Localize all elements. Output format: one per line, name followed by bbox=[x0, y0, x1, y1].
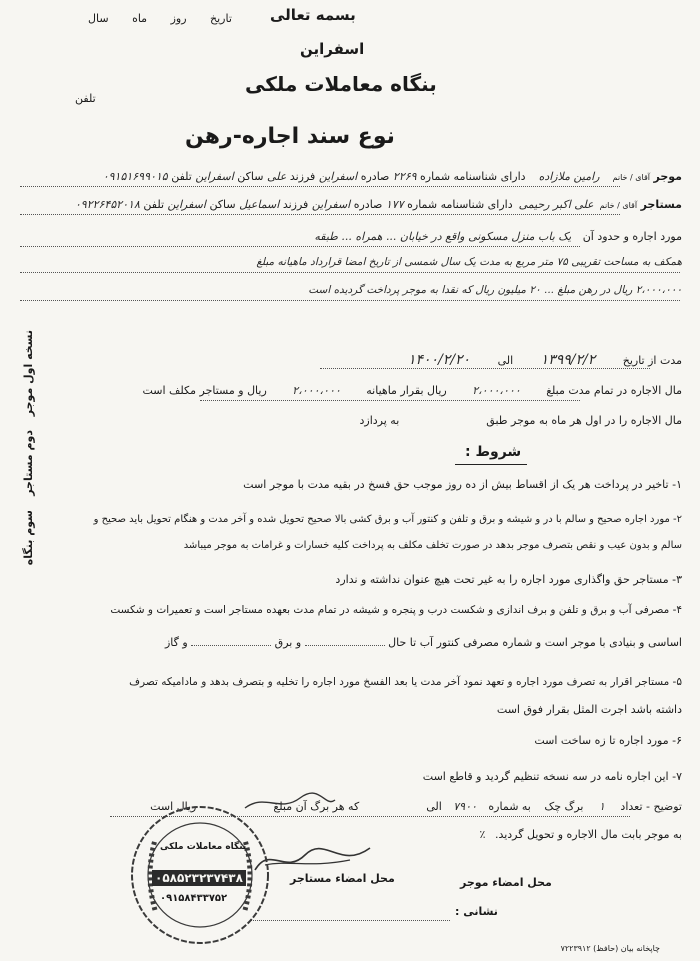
tenant-residence: اسفراین bbox=[167, 198, 206, 211]
tenant-id: ۱۷۷ bbox=[385, 198, 404, 211]
payment-label: مال الاجاره را در اول هر ماه به موجر طبق bbox=[486, 414, 682, 427]
tenant-signature-label: محل امضاء مستاجر bbox=[290, 872, 395, 885]
address-label: نشانی : bbox=[455, 905, 498, 918]
tenant-father: اسماعیل bbox=[239, 198, 280, 211]
tenant-role: مستاجر bbox=[640, 198, 682, 211]
explanation-label: توضیح - تعداد bbox=[620, 800, 682, 813]
tenant-honorific: آقای / خانم bbox=[599, 201, 638, 210]
footer-note-text: به موجر بابت مال الاجاره و تحویل گردید. bbox=[494, 828, 682, 841]
city-name: اسفراین bbox=[300, 40, 365, 58]
condition-7: ۷- این اجاره نامه در سه نسخه تنظیم گردید و قاطع است bbox=[422, 770, 682, 783]
landlord-phone-label: تلفن bbox=[171, 170, 192, 183]
stamp-mobile: ۰۹۱۵۸۴۳۳۷۵۲ bbox=[160, 893, 228, 904]
condition-4: ۴- مصرفی آب و برق و تلفن و برف اندازی و شکست درب و پنجره و شیشه در تمام مدت بعهده مستاجر است و تعمیرات و شکست bbox=[110, 604, 682, 616]
landlord-father: علی bbox=[266, 170, 287, 183]
copy2-label: دوم مستاجر bbox=[22, 430, 35, 496]
tenant-id-label: دارای شناسنامه شماره bbox=[407, 198, 513, 211]
landlord-issued-label: صادره bbox=[360, 170, 390, 183]
date-month-label: روز bbox=[170, 12, 187, 25]
condition-2b: سالم و بدون عیب و نقص بتصرف موجر بدهد در صورت تخلف مکلف به پرداخت کلیه خسارات و غرامات به موجر میباشد bbox=[183, 540, 682, 551]
date-extra-label: سال bbox=[88, 12, 109, 25]
term-to-label: الی bbox=[497, 354, 514, 367]
landlord-line bbox=[2, 170, 682, 183]
property-desc-2: همکف به مساحت تقریبی ۷۵ متر مربع به مدت یک سال شمسی از تاریخ امضا قرارداد ماهیانه مبلغ bbox=[256, 256, 682, 268]
term-line bbox=[384, 352, 682, 368]
condition-5: ۵- مستاجر اقرار به تصرف مورد اجاره و تعهد نمود آخر مدت یا بعد الفسخ مورد اجاره را تخلیه و بتصرف بدهد و مادامیکه تصرف bbox=[129, 676, 682, 688]
term-to: ۱۴۰۰/۲/۲۰ bbox=[408, 352, 471, 368]
tenant-resident-label: ساکن bbox=[209, 198, 236, 211]
document-title: نوع سند اجاره-رهن bbox=[185, 124, 395, 149]
landlord-id-label: دارای شناسنامه شماره bbox=[420, 170, 526, 183]
copy3-label: سوم بنگاه bbox=[22, 510, 35, 566]
stamp-agency-text: بنگاه معاملات ملکی bbox=[160, 842, 247, 852]
condition-3: ۳- مستاجر حق واگذاری مورد اجاره را به غیر تحت هیچ عنوان نداشته و ندارد bbox=[335, 573, 682, 586]
payment-suffix: به پردازد bbox=[359, 414, 400, 427]
meter-electric-label: و برق bbox=[274, 636, 302, 649]
rent-monthly-label: ریال بقرار ماهیانه bbox=[366, 384, 447, 397]
check-currency: ریال است bbox=[150, 800, 197, 813]
rent-total-label: مال الاجاره در تمام مدت مبلغ bbox=[546, 384, 682, 397]
meter-water-label: اساسی و بنیادی با موجر است و شماره مصرفی کنتور آب تا حال bbox=[388, 636, 682, 649]
rent-line bbox=[142, 384, 682, 397]
landlord-residence: اسفراین bbox=[195, 170, 234, 183]
landlord-resident-label: ساکن bbox=[237, 170, 264, 183]
condition-4b bbox=[165, 636, 682, 649]
footer-note bbox=[480, 828, 682, 841]
date-day-label: تاریخ bbox=[210, 12, 232, 25]
printer-info: چاپخانه بیان (حافظ) ۷۲۲۳۹۱۲ bbox=[560, 944, 660, 953]
landlord-child-label: فرزند bbox=[289, 170, 316, 183]
tenant-line bbox=[2, 198, 682, 211]
term-from: ۱۳۹۹/۲/۲ bbox=[540, 352, 596, 368]
landlord-role: موجر bbox=[653, 170, 682, 183]
check-to-label: الی bbox=[426, 800, 442, 813]
stamp-phone: ۰۵۸۵۲۳۲۳۷۴۳۸ bbox=[152, 870, 246, 886]
condition-5b: داشته باشد اجرت المثل بقرار فوق است bbox=[496, 703, 682, 716]
landlord-name: رامین ملازاده bbox=[538, 170, 600, 183]
condition-2: ۲- مورد اجاره صحیح و سالم با در و شیشه و برق و تلفن و کنتور آب و برق کشی بالا صحیح تحویل شده و آخر مدت و هنگام تحویل باید صحیح و bbox=[93, 514, 682, 525]
meter-gas-label: و گاز bbox=[164, 636, 188, 649]
rent-total-value: ۲،۰۰۰،۰۰۰ bbox=[472, 384, 521, 397]
landlord-issued: اسفراین bbox=[318, 170, 358, 183]
rent-suffix: ریال و مستاجر مکلف است bbox=[142, 384, 267, 397]
property-desc-1: یک باب منزل مسکونی واقع در خیابان ... همراه ... طبقه bbox=[314, 230, 572, 243]
landlord-id: ۲۲۶۹ bbox=[392, 170, 417, 183]
agency-name: بنگاه معاملات ملکی bbox=[245, 72, 437, 96]
payment-line bbox=[360, 414, 683, 427]
check-serial: ۷۹۰۰ bbox=[453, 800, 477, 813]
property-line-1 bbox=[314, 230, 682, 243]
tenant-phone-label: تلفن bbox=[143, 198, 165, 211]
property-desc-3: ۲،۰۰۰،۰۰۰ ریال در رهن مبلغ ... ۲۰ میلیون ریال که نقدا به موجر پرداخت گردیده است bbox=[308, 284, 682, 296]
date-labels bbox=[88, 12, 232, 25]
term-from-label: مدت از تاریخ bbox=[622, 354, 682, 367]
check-serial-label: به شماره bbox=[488, 800, 531, 813]
check-count: ۱ bbox=[599, 800, 605, 813]
tenant-child-label: فرزند bbox=[282, 198, 309, 211]
phone-label: تلفن bbox=[75, 92, 96, 105]
tenant-issued-label: صادره bbox=[353, 198, 383, 211]
date-year-label: ماه bbox=[132, 12, 148, 25]
landlord-signature-label: محل امضاء موجر bbox=[460, 876, 552, 889]
footer-percent: ٪ bbox=[479, 828, 486, 841]
conditions-title: شروط : bbox=[465, 444, 522, 460]
copy1-label: نسخه اول موجر bbox=[22, 330, 35, 417]
rent-monthly-value: ۲،۰۰۰،۰۰۰ bbox=[292, 384, 341, 397]
condition-6: ۶- مورد اجاره تا زه ساخت است bbox=[534, 734, 682, 747]
landlord-honorific: آقای / خانم bbox=[612, 173, 651, 182]
tenant-issued: اسفراین bbox=[311, 198, 351, 211]
check-amount-label: که هر برگ آن مبلغ bbox=[273, 800, 360, 813]
landlord-phone: ۰۹۱۵۱۶۹۹۰۱۵ bbox=[102, 170, 168, 183]
tenant-name: علی اکبر رحیمی bbox=[518, 198, 594, 211]
condition-1: ۱- تاخیر در پرداخت هر یک از اقساط بیش از ده روز موجب حق فسخ در بقیه مدت با موجر است bbox=[243, 478, 682, 491]
property-label: مورد اجاره و حدود آن bbox=[582, 230, 682, 243]
bismillah: بسمه تعالی bbox=[270, 6, 356, 24]
tenant-phone: ۰۹۲۲۶۴۵۲۰۱۸ bbox=[74, 198, 140, 211]
check-sheet-label: برگ چک bbox=[544, 800, 584, 813]
